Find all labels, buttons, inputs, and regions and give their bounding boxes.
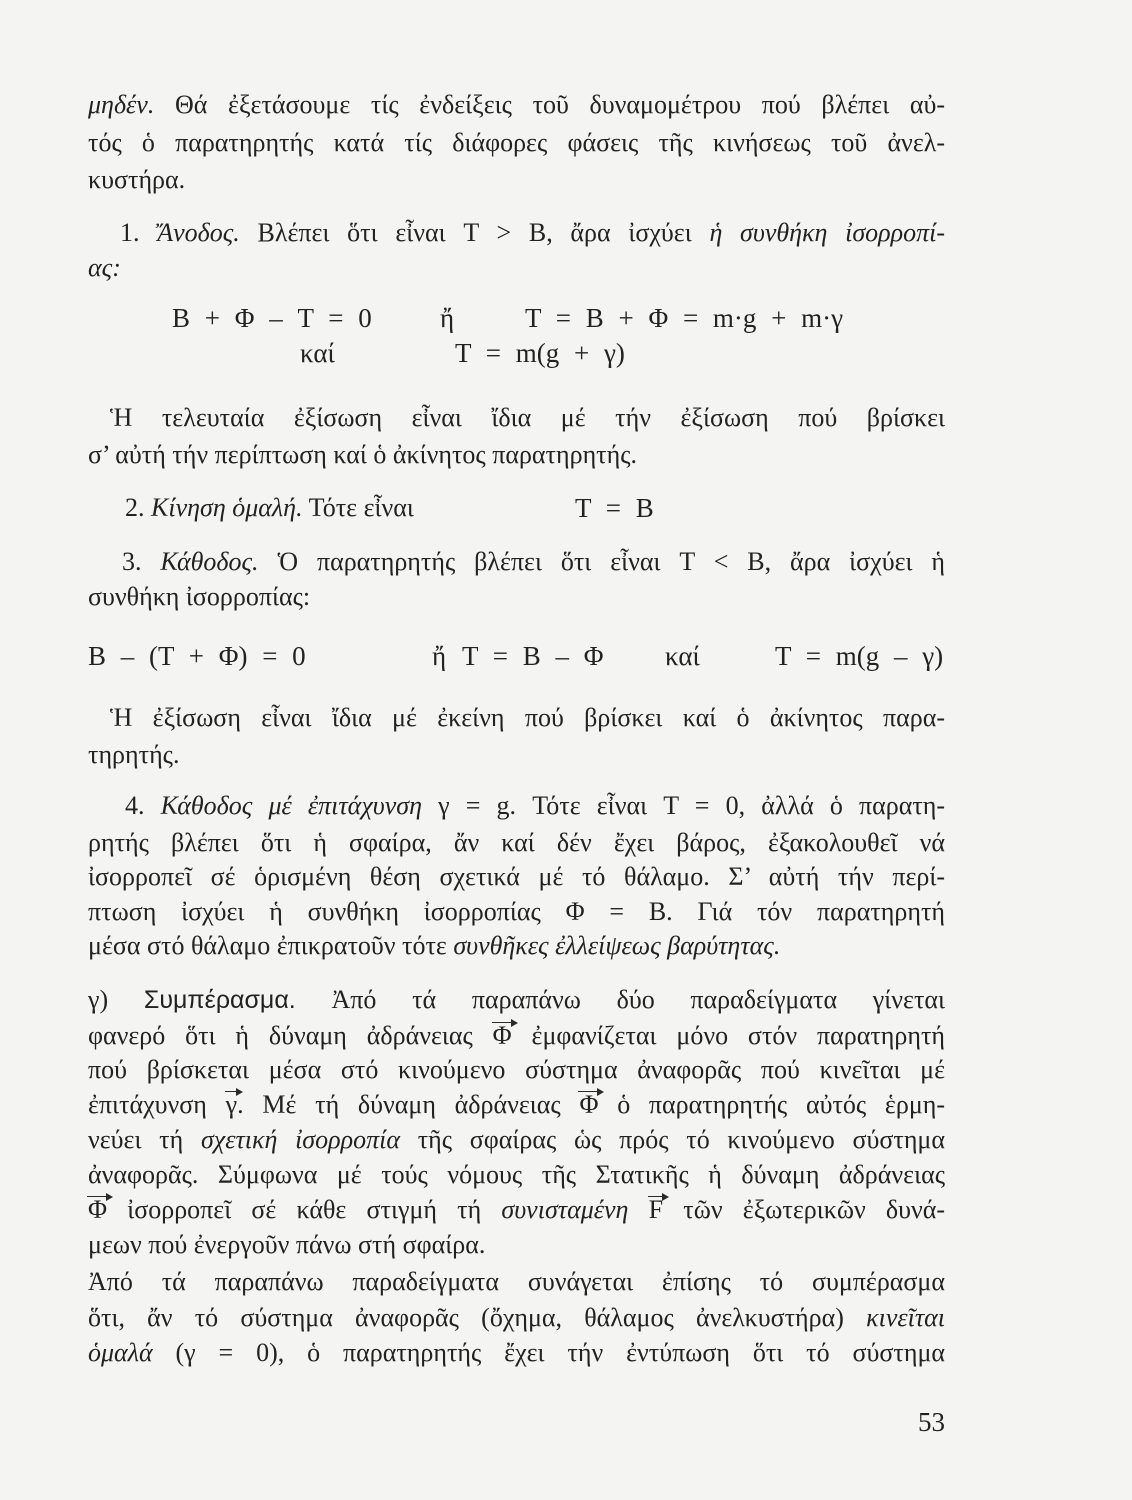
conclusion-line-6: ἀναφορᾶς. Σύμφωνα μέ τούς νόμους τῆς Στατικῆς ἡ δύναμη ἀδράνειας (88, 1160, 945, 1189)
case-4-line-3: ἰσορροπεῖ σέ ὁρισμένη θέση σχετικά μέ τό θάλαμο. Σ’ αὐτή τήν περί- (88, 862, 945, 891)
case-2-equation-row (0, 493, 1132, 523)
closing-line-2-text: ὅτι, ἄν τό σύστημα ἀναφορᾶς (ὄχημα, θάλαμος ἀνελκυστήρα) (88, 1303, 844, 1332)
case-1-remark-line-1: Ἡ τελευταία ἐξίσωση εἶναι ἴδια μέ τήν ἐξίσωση πού βρίσκει (110, 403, 945, 432)
case-2-text: Τότε εἶναι (308, 493, 414, 522)
closing-line-3 (88, 1338, 945, 1368)
equation-3-and: καί (665, 641, 700, 671)
equation-2-and: καί (300, 338, 335, 368)
page-number: 53 (918, 1407, 945, 1437)
case-3-text: Ὁ παρατηρητής βλέπει ὅτι εἶναι T < B, ἄρα ἰσχύει ἡ (277, 547, 945, 576)
case-4-line-4: πτωση ἰσχύει ἡ συνθήκη ἰσορροπίας Φ = B. Γιά τόν παρατηρητή (88, 897, 945, 926)
vector-gamma: γ (225, 1090, 238, 1119)
case-4-line-1 (125, 791, 945, 821)
equation-1-left: B + Φ – T = 0 (172, 303, 372, 333)
conclusion-line-7-italic: συνισταμένη (501, 1195, 629, 1224)
equation-2: T = m(g + γ) (455, 338, 625, 368)
equation-3-middle: T = B – Φ (462, 641, 604, 671)
case-3-line-1 (122, 547, 945, 577)
intro-line-1 (88, 90, 945, 120)
case-2-equation: T = B (575, 493, 654, 523)
case-4-line-1-text: γ = g. Τότε εἶναι T = 0, ἀλλά ὁ παρατη- (438, 791, 946, 820)
conclusion-line-5 (88, 1125, 945, 1155)
equation-3-right: T = m(g – γ) (775, 641, 944, 671)
case-4-title: Κάθοδος μέ ἐπιτάχυνση (160, 791, 422, 820)
equation-3-row (0, 641, 1132, 671)
case-3-remark-line-1: Ἡ ἐξίσωση εἶναι ἴδια μέ ἐκείνη πού βρίσκει καί ὁ ἀκίνητος παρα- (110, 703, 945, 732)
case-1-title: Ἄνοδος. (157, 218, 240, 247)
intro-line-3: κυστήρα. (88, 165, 186, 194)
equation-3-or: ἤ (432, 641, 447, 671)
equation-1-right: T = B + Φ = m·g + m·γ (525, 303, 844, 333)
case-2-number: 2. (125, 493, 145, 522)
equation-2-row (0, 338, 1132, 368)
conclusion-line-2-a: φανερό ὅτι ἡ δύναμη ἀδράνειας (88, 1021, 473, 1050)
closing-line-3-text: (γ = 0), ὁ παρατηρητής ἔχει τήν ἐντύπωση ὅτι τό σύστημα (175, 1338, 946, 1367)
case-4-line-5-text: μέσα στό θάλαμο ἐπικρατοῦν τότε (88, 931, 447, 960)
conclusion-label: γ) (88, 985, 109, 1014)
case-1-line-2: ας: (88, 253, 121, 282)
closing-line-2 (88, 1303, 945, 1333)
case-1-condition: ἡ συνθήκη ἰσορροπί- (709, 218, 946, 247)
conclusion-line-4 (88, 1090, 945, 1120)
case-3-remark-line-2: τηρητής. (88, 740, 180, 769)
equation-3-left: B – (T + Φ) = 0 (88, 641, 306, 671)
equation-1-or: ἤ (440, 303, 455, 333)
closing-line-1: Ἀπό τά παραπάνω παραδείγματα συνάγεται ἐπίσης τό συμπέρασμα (88, 1267, 945, 1296)
case-3-line-2: συνθήκη ἰσορροπίας: (88, 582, 311, 611)
case-1-remark-line-2: σ’ αὐτή τήν περίπτωση καί ὁ ἀκίνητος παρατηρητής. (88, 440, 638, 469)
conclusion-line-2 (88, 1021, 945, 1051)
intro-line-1-text: Θά ἐξετάσουμε τίς ἐνδείξεις τοῦ δυναμομέτρου πού βλέπει αὐ- (174, 90, 946, 119)
vector-phi: Φ (88, 1195, 108, 1224)
case-3-number: 3. (122, 547, 142, 576)
conclusion-line-7 (88, 1195, 945, 1225)
equation-1-row (0, 303, 1132, 333)
conclusion-line-7-a: ἰσορροπεῖ σέ κάθε στιγμή τή (127, 1195, 482, 1224)
case-4-number: 4. (125, 791, 145, 820)
case-4-line-5-italic: συνθῆκες ἐλλείψεως βαρύτητας. (453, 931, 781, 960)
case-4-line-2: ρητής βλέπει ὅτι ἡ σφαίρα, ἄν καί δέν ἔχει βάρος, ἐξακολουθεῖ νά (88, 828, 945, 857)
vector-phi: Φ (492, 1021, 512, 1050)
intro-line-2: τός ὁ παρατηρητής κατά τίς διάφορες φάσεις τῆς κινήσεως τοῦ ἀνελ- (88, 128, 945, 157)
case-1-text: Βλέπει ὅτι εἶναι T > B, ἄρα ἰσχύει (257, 218, 692, 247)
conclusion-line-8: μεων πού ἐνεργοῦν πάνω στή σφαίρα. (88, 1230, 486, 1259)
case-3-title: Κάθοδος. (160, 547, 259, 576)
conclusion-line-4-b: . Μέ τή δύναμη ἀδράνειας (237, 1090, 561, 1119)
case-1-number: 1. (120, 218, 140, 247)
conclusion-line-1-text: Ἀπό τά παραπάνω δύο παραδείγματα γίνεται (331, 985, 946, 1014)
conclusion-line-5-b: τῆς σφαίρας ὡς πρός τό κινούμενο σύστημα (417, 1125, 945, 1154)
conclusion-line-3: πού βρίσκεται μέσα στό κινούμενο σύστημα ἀναφορᾶς πού κινεῖται μέ (88, 1055, 945, 1084)
conclusion-line-5-italic: σχετική ἰσορροπία (200, 1125, 400, 1154)
conclusion-line-7-b: τῶν ἐξωτερικῶν δυνά- (683, 1195, 946, 1224)
case-2-title: Κίνηση ὁμαλή. (151, 493, 303, 522)
closing-line-3-italic: ὁμαλά (88, 1338, 153, 1367)
intro-italic-word: μηδέν. (88, 90, 155, 119)
vector-f: F (648, 1195, 664, 1224)
closing-line-2-italic: κινεῖται (866, 1303, 945, 1332)
conclusion-line-2-b: ἐμφανίζεται μόνο στόν παρατηρητή (531, 1021, 946, 1050)
conclusion-line-1 (88, 985, 945, 1015)
conclusion-line-4-a: ἐπιτάχυνση (88, 1090, 207, 1119)
conclusion-title: Συμπέρασμα. (143, 986, 296, 1014)
vector-phi: Φ (579, 1090, 599, 1119)
conclusion-line-4-c: ὁ παρατηρητής αὐτός ἑρμη- (617, 1090, 946, 1119)
case-1-line-1 (120, 218, 945, 248)
case-4-line-5 (88, 931, 945, 961)
conclusion-line-5-a: νεύει τή (88, 1125, 184, 1154)
